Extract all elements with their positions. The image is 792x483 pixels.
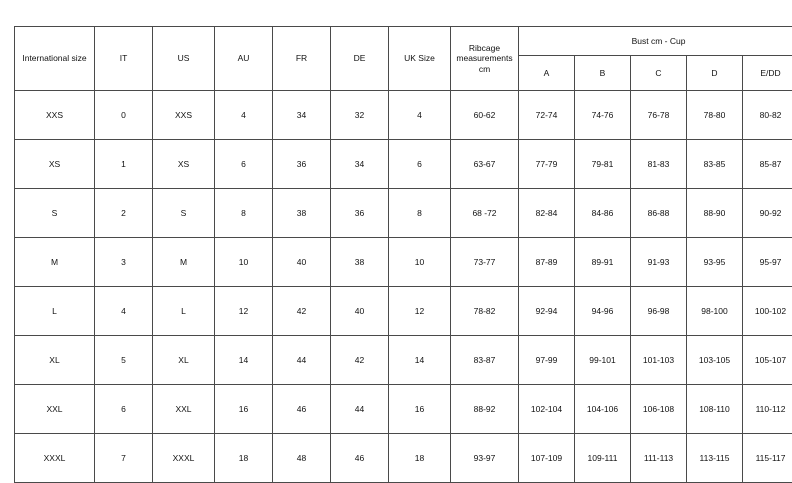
cell-ribcage: 78-82 [451, 287, 519, 336]
cell-us: XS [153, 140, 215, 189]
cell-cup-a: 87-89 [519, 238, 575, 287]
cell-de: 34 [331, 140, 389, 189]
header-de: DE [331, 27, 389, 91]
cell-cup-b: 84-86 [575, 189, 631, 238]
cell-cup-e: 90-92 [743, 189, 792, 238]
cell-uk: 4 [389, 91, 451, 140]
cell-cup-e: 105-107 [743, 336, 792, 385]
table-row [15, 287, 792, 336]
cell-cup-d: 83-85 [687, 140, 743, 189]
cell-international-size: M [15, 238, 95, 287]
cell-it: 1 [95, 140, 153, 189]
cell-ribcage: 63-67 [451, 140, 519, 189]
cell-cup-b: 104-106 [575, 385, 631, 434]
cell-cup-e: 100-102 [743, 287, 792, 336]
cell-uk: 16 [389, 385, 451, 434]
cell-cup-b: 109-111 [575, 434, 631, 483]
cell-cup-a: 92-94 [519, 287, 575, 336]
table-row [15, 434, 792, 483]
table-header [15, 27, 792, 91]
header-cup-c: C [631, 56, 687, 91]
header-row-primary [15, 27, 792, 56]
header-fr: FR [273, 27, 331, 91]
cell-cup-d: 113-115 [687, 434, 743, 483]
cell-international-size: L [15, 287, 95, 336]
cell-cup-a: 82-84 [519, 189, 575, 238]
cell-it: 5 [95, 336, 153, 385]
cell-ribcage: 88-92 [451, 385, 519, 434]
cell-au: 4 [215, 91, 273, 140]
cell-cup-a: 72-74 [519, 91, 575, 140]
cell-international-size: XL [15, 336, 95, 385]
cell-au: 10 [215, 238, 273, 287]
cell-cup-c: 81-83 [631, 140, 687, 189]
cell-fr: 34 [273, 91, 331, 140]
table-row [15, 140, 792, 189]
cell-uk: 10 [389, 238, 451, 287]
cell-it: 6 [95, 385, 153, 434]
header-us: US [153, 27, 215, 91]
cell-cup-e: 115-117 [743, 434, 792, 483]
cell-us: XXS [153, 91, 215, 140]
header-au: AU [215, 27, 273, 91]
cell-cup-d: 88-90 [687, 189, 743, 238]
size-chart-table [14, 26, 792, 483]
cell-cup-e: 80-82 [743, 91, 792, 140]
cell-cup-c: 106-108 [631, 385, 687, 434]
cell-it: 7 [95, 434, 153, 483]
cell-au: 18 [215, 434, 273, 483]
cell-uk: 18 [389, 434, 451, 483]
cell-uk: 14 [389, 336, 451, 385]
cell-cup-d: 98-100 [687, 287, 743, 336]
cell-ribcage: 93-97 [451, 434, 519, 483]
cell-cup-e: 95-97 [743, 238, 792, 287]
cell-it: 0 [95, 91, 153, 140]
cell-fr: 44 [273, 336, 331, 385]
cell-fr: 42 [273, 287, 331, 336]
cell-de: 40 [331, 287, 389, 336]
cell-international-size: XXS [15, 91, 95, 140]
cell-ribcage: 68 -72 [451, 189, 519, 238]
cell-cup-c: 101-103 [631, 336, 687, 385]
cell-cup-d: 103-105 [687, 336, 743, 385]
cell-cup-a: 77-79 [519, 140, 575, 189]
cell-international-size: XS [15, 140, 95, 189]
cell-au: 12 [215, 287, 273, 336]
cell-de: 32 [331, 91, 389, 140]
cell-international-size: XXXL [15, 434, 95, 483]
cell-cup-b: 94-96 [575, 287, 631, 336]
header-cup-b: B [575, 56, 631, 91]
cell-it: 2 [95, 189, 153, 238]
table-row [15, 385, 792, 434]
header-uk-size: UK Size [389, 27, 451, 91]
cell-cup-a: 102-104 [519, 385, 575, 434]
cell-cup-b: 89-91 [575, 238, 631, 287]
cell-us: XL [153, 336, 215, 385]
cell-de: 46 [331, 434, 389, 483]
cell-au: 14 [215, 336, 273, 385]
cell-cup-b: 79-81 [575, 140, 631, 189]
cell-cup-d: 78-80 [687, 91, 743, 140]
header-cup-d: D [687, 56, 743, 91]
cell-us: S [153, 189, 215, 238]
cell-cup-c: 96-98 [631, 287, 687, 336]
cell-au: 8 [215, 189, 273, 238]
cell-ribcage: 73-77 [451, 238, 519, 287]
table-row [15, 336, 792, 385]
cell-it: 4 [95, 287, 153, 336]
cell-cup-a: 107-109 [519, 434, 575, 483]
header-bust-cup-group: Bust cm - Cup [519, 27, 792, 56]
cell-au: 16 [215, 385, 273, 434]
header-it: IT [95, 27, 153, 91]
cell-cup-b: 99-101 [575, 336, 631, 385]
cell-fr: 38 [273, 189, 331, 238]
cell-de: 44 [331, 385, 389, 434]
cell-cup-d: 108-110 [687, 385, 743, 434]
cell-fr: 46 [273, 385, 331, 434]
header-cup-a: A [519, 56, 575, 91]
cell-de: 38 [331, 238, 389, 287]
cell-de: 36 [331, 189, 389, 238]
cell-cup-d: 93-95 [687, 238, 743, 287]
table-row [15, 238, 792, 287]
cell-uk: 6 [389, 140, 451, 189]
cell-cup-e: 110-112 [743, 385, 792, 434]
cell-de: 42 [331, 336, 389, 385]
table-body [15, 91, 792, 483]
table-row [15, 91, 792, 140]
table-row [15, 189, 792, 238]
cell-us: XXXL [153, 434, 215, 483]
cell-cup-c: 86-88 [631, 189, 687, 238]
cell-uk: 8 [389, 189, 451, 238]
cell-uk: 12 [389, 287, 451, 336]
cell-cup-b: 74-76 [575, 91, 631, 140]
cell-international-size: XXL [15, 385, 95, 434]
cell-cup-c: 76-78 [631, 91, 687, 140]
header-international-size: International size [15, 27, 95, 91]
cell-cup-c: 91-93 [631, 238, 687, 287]
cell-ribcage: 60-62 [451, 91, 519, 140]
cell-ribcage: 83-87 [451, 336, 519, 385]
cell-us: M [153, 238, 215, 287]
cell-cup-c: 111-113 [631, 434, 687, 483]
cell-fr: 48 [273, 434, 331, 483]
cell-cup-e: 85-87 [743, 140, 792, 189]
cell-fr: 40 [273, 238, 331, 287]
cell-cup-a: 97-99 [519, 336, 575, 385]
cell-us: XXL [153, 385, 215, 434]
cell-it: 3 [95, 238, 153, 287]
header-cup-e-dd: E/DD [743, 56, 792, 91]
header-ribcage-measurements: Ribcage measurements cm [451, 27, 519, 91]
cell-au: 6 [215, 140, 273, 189]
cell-international-size: S [15, 189, 95, 238]
cell-fr: 36 [273, 140, 331, 189]
cell-us: L [153, 287, 215, 336]
